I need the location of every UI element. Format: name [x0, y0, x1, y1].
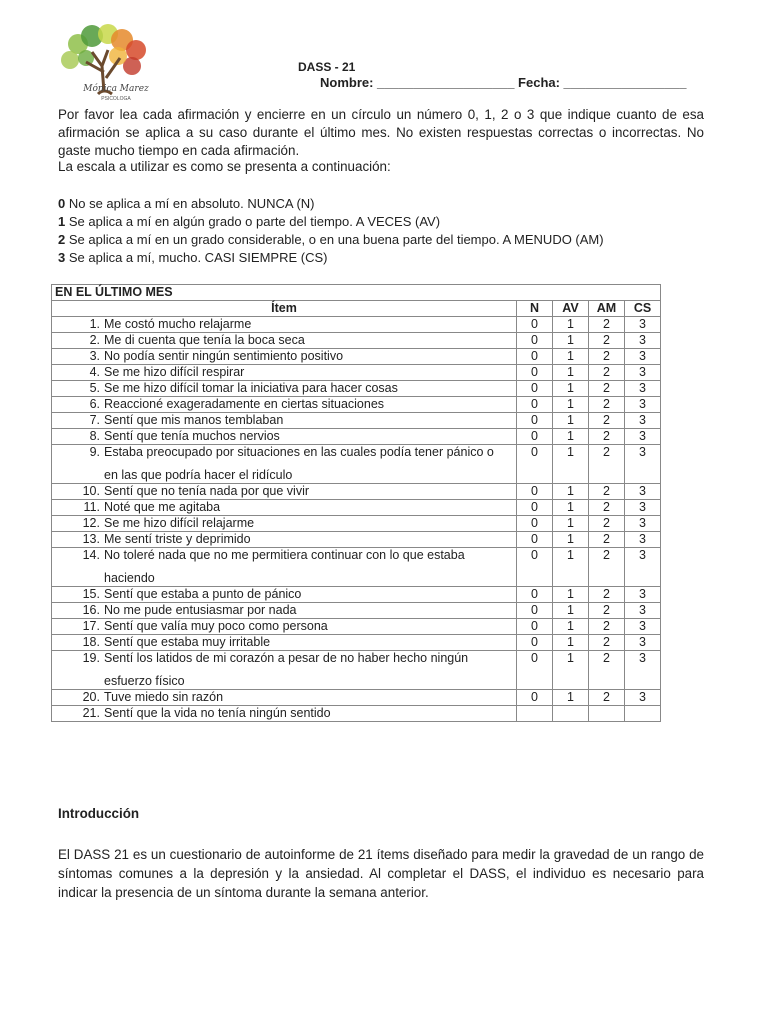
answer-am[interactable]: 2 — [589, 516, 625, 532]
item-number: 16. — [82, 603, 100, 617]
item-text-continued: en las que podría hacer el ridículo — [104, 468, 293, 482]
item-cell — [52, 484, 517, 500]
table-row — [52, 317, 661, 333]
answer-cs[interactable]: 3 — [625, 603, 661, 619]
introduction-body: El DASS 21 es un cuestionario de autoinforme de 21 ítems diseñado para medir la gravedad de un rango de síntomas comunes a la depresión y la ansiedad. Al completar el DASS, el individuo es necesario para indicar la presencia de un síntoma durante la semana anterior. — [58, 847, 704, 900]
answer-av[interactable]: 1 — [553, 484, 589, 500]
item-number: 19. — [82, 651, 100, 665]
answer-av[interactable]: 1 — [553, 651, 589, 690]
answer-cs[interactable]: 3 — [625, 619, 661, 635]
document-title: DASS - 21 — [298, 60, 356, 74]
item-cell — [52, 500, 517, 516]
answer-av[interactable]: 1 — [553, 333, 589, 349]
answer-av[interactable]: 1 — [553, 413, 589, 429]
answer-n[interactable]: 0 — [517, 317, 553, 333]
answer-am[interactable] — [589, 706, 625, 722]
item-cell — [52, 381, 517, 397]
item-number: 8. — [89, 429, 100, 443]
answer-n[interactable]: 0 — [517, 397, 553, 413]
answer-am[interactable]: 2 — [589, 651, 625, 690]
table-row — [52, 349, 661, 365]
item-text: No toleré nada que no me permitiera continuar con lo que estaba — [104, 548, 465, 562]
item-text-continued: haciendo — [104, 571, 155, 585]
table-row — [52, 532, 661, 548]
answer-n[interactable]: 0 — [517, 381, 553, 397]
scale-value: 0 — [58, 196, 66, 211]
scale-item — [58, 231, 604, 249]
item-text: No me pude entusiasmar por nada — [104, 603, 297, 617]
answer-am[interactable]: 2 — [589, 445, 625, 484]
table-row — [52, 413, 661, 429]
answer-av[interactable]: 1 — [553, 317, 589, 333]
answer-cs[interactable]: 3 — [625, 317, 661, 333]
scale-text: Se aplica a mí, mucho. CASI SIEMPRE (CS) — [65, 250, 328, 265]
item-text: Tuve miedo sin razón — [104, 690, 224, 704]
answer-am[interactable]: 2 — [589, 603, 625, 619]
answer-cs[interactable]: 3 — [625, 587, 661, 603]
instructions-paragraph: Por favor lea cada afirmación y encierre en un círculo un número 0, 1, 2 o 3 que indique cuanto de esa afirmación se aplica a su caso durante el último mes. No existen respuestas correctas o incorrectas. No gaste mucho tiempo en cada afirmación. — [58, 107, 704, 158]
answer-n[interactable]: 0 — [517, 349, 553, 365]
answer-cs[interactable]: 3 — [625, 516, 661, 532]
item-number: 14. — [82, 548, 100, 562]
answer-av[interactable]: 1 — [553, 445, 589, 484]
answer-av[interactable]: 1 — [553, 381, 589, 397]
answer-cs[interactable]: 3 — [625, 429, 661, 445]
answer-am[interactable]: 2 — [589, 365, 625, 381]
answer-am[interactable]: 2 — [589, 397, 625, 413]
answer-cs[interactable]: 3 — [625, 548, 661, 587]
answer-cs[interactable]: 3 — [625, 484, 661, 500]
logo-text: Mónica Marez — [83, 84, 149, 94]
answer-av[interactable]: 1 — [553, 429, 589, 445]
item-text: Sentí que mis manos temblaban — [104, 413, 284, 427]
logo-subtext: PSICOLOGA — [101, 96, 131, 102]
item-cell — [52, 587, 517, 603]
answer-n[interactable]: 0 — [517, 532, 553, 548]
table-row — [52, 381, 661, 397]
table-row — [52, 548, 661, 587]
table-row — [52, 333, 661, 349]
item-text: Noté que me agitaba — [104, 500, 221, 514]
item-text-continued: esfuerzo físico — [104, 674, 185, 688]
item-cell — [52, 365, 517, 381]
answer-am[interactable]: 2 — [589, 333, 625, 349]
item-cell — [52, 445, 517, 484]
item-cell — [52, 397, 517, 413]
header-am: AM — [589, 301, 625, 317]
header-cs: CS — [625, 301, 661, 317]
answer-am[interactable]: 2 — [589, 429, 625, 445]
item-cell — [52, 317, 517, 333]
item-cell — [52, 516, 517, 532]
name-date-fields: Nombre: ___________________ Fecha: _________________ — [320, 75, 687, 90]
item-number: 18. — [82, 635, 100, 649]
item-text: Sentí que valía muy poco como persona — [104, 619, 328, 633]
answer-am[interactable]: 2 — [589, 317, 625, 333]
item-number: 20. — [82, 690, 100, 704]
item-text: Sentí que estaba a punto de pánico — [104, 587, 302, 601]
answer-am[interactable]: 2 — [589, 500, 625, 516]
answer-av[interactable] — [553, 706, 589, 722]
scale-item — [58, 249, 604, 267]
answer-av[interactable]: 1 — [553, 587, 589, 603]
item-text: Me di cuenta que tenía la boca seca — [104, 333, 305, 347]
answer-n[interactable]: 0 — [517, 603, 553, 619]
item-cell — [52, 532, 517, 548]
answer-am[interactable]: 2 — [589, 690, 625, 706]
answer-n[interactable]: 0 — [517, 484, 553, 500]
item-cell — [52, 690, 517, 706]
answer-am[interactable]: 2 — [589, 587, 625, 603]
answer-n[interactable]: 0 — [517, 333, 553, 349]
table-row — [52, 365, 661, 381]
item-cell — [52, 413, 517, 429]
answer-cs[interactable]: 3 — [625, 635, 661, 651]
answer-cs[interactable]: 3 — [625, 397, 661, 413]
scale-list — [58, 195, 604, 267]
item-cell — [52, 706, 517, 722]
item-cell — [52, 548, 517, 587]
answer-am[interactable]: 2 — [589, 381, 625, 397]
item-text: Sentí que la vida no tenía ningún sentido — [104, 706, 331, 720]
scale-item — [58, 213, 604, 231]
table-row — [52, 635, 661, 651]
answer-cs[interactable]: 3 — [625, 365, 661, 381]
item-number: 12. — [82, 516, 100, 530]
table-row — [52, 429, 661, 445]
item-text: Sentí que estaba muy irritable — [104, 635, 271, 649]
answer-av[interactable]: 1 — [553, 690, 589, 706]
answer-am[interactable]: 2 — [589, 413, 625, 429]
answer-av[interactable]: 1 — [553, 397, 589, 413]
item-number: 9. — [89, 445, 100, 459]
table-row — [52, 397, 661, 413]
answer-am[interactable]: 2 — [589, 349, 625, 365]
item-cell — [52, 429, 517, 445]
introduction-title: Introducción — [58, 806, 140, 821]
item-number: 1. — [89, 317, 100, 331]
answer-am[interactable]: 2 — [589, 635, 625, 651]
answer-am[interactable]: 2 — [589, 532, 625, 548]
answer-n[interactable]: 0 — [517, 365, 553, 381]
header-item: Ítem — [52, 301, 517, 317]
table-row — [52, 603, 661, 619]
table-row — [52, 484, 661, 500]
item-text: Me sentí triste y deprimido — [104, 532, 251, 546]
answer-cs[interactable]: 3 — [625, 333, 661, 349]
item-cell — [52, 635, 517, 651]
item-number: 2. — [89, 333, 100, 347]
answer-n[interactable]: 0 — [517, 516, 553, 532]
item-number: 7. — [89, 413, 100, 427]
answer-n[interactable]: 0 — [517, 690, 553, 706]
item-number: 17. — [82, 619, 100, 633]
answer-n[interactable]: 0 — [517, 619, 553, 635]
item-text: Se me hizo difícil tomar la iniciativa para hacer cosas — [104, 381, 398, 395]
answer-cs[interactable]: 3 — [625, 500, 661, 516]
table-section-title: EN EL ÚLTIMO MES — [52, 285, 661, 301]
header-n: N — [517, 301, 553, 317]
answer-cs[interactable]: 3 — [625, 349, 661, 365]
answer-cs[interactable]: 3 — [625, 690, 661, 706]
answer-n[interactable]: 0 — [517, 445, 553, 484]
scale-value: 1 — [58, 214, 66, 229]
table-row — [52, 690, 661, 706]
answer-av[interactable]: 1 — [553, 365, 589, 381]
table-row — [52, 500, 661, 516]
item-number: 10. — [82, 484, 100, 498]
item-text: No podía sentir ningún sentimiento positivo — [104, 349, 344, 363]
table-row — [52, 651, 661, 690]
answer-n[interactable]: 0 — [517, 429, 553, 445]
answer-n[interactable] — [517, 706, 553, 722]
answer-n[interactable]: 0 — [517, 635, 553, 651]
answer-am[interactable]: 2 — [589, 484, 625, 500]
item-number: 21. — [82, 706, 100, 720]
item-text: Se me hizo difícil respirar — [104, 365, 245, 379]
item-number: 13. — [82, 532, 100, 546]
answer-av[interactable]: 1 — [553, 635, 589, 651]
scale-text: Se aplica a mí en algún grado o parte del tiempo. A VECES (AV) — [65, 214, 441, 229]
scale-text: Se aplica a mí en un grado considerable, o en una buena parte del tiempo. A MENUDO (AM) — [65, 232, 604, 247]
answer-cs[interactable]: 3 — [625, 651, 661, 690]
table-row — [52, 516, 661, 532]
item-cell — [52, 651, 517, 690]
table-row — [52, 706, 661, 722]
answer-n[interactable]: 0 — [517, 651, 553, 690]
item-text: Sentí que tenía muchos nervios — [104, 429, 280, 443]
answer-av[interactable]: 1 — [553, 500, 589, 516]
answer-av[interactable]: 1 — [553, 532, 589, 548]
scale-value: 2 — [58, 232, 66, 247]
item-number: 3. — [89, 349, 100, 363]
table-row — [52, 445, 661, 484]
item-text: Sentí los latidos de mi corazón a pesar de no haber hecho ningún — [104, 651, 469, 665]
item-number: 15. — [82, 587, 100, 601]
scale-item — [58, 195, 604, 213]
dass-table — [51, 284, 661, 722]
answer-av[interactable]: 1 — [553, 516, 589, 532]
item-number: 5. — [89, 381, 100, 395]
table-row — [52, 587, 661, 603]
answer-cs[interactable]: 3 — [625, 413, 661, 429]
answer-av[interactable]: 1 — [553, 619, 589, 635]
answer-av[interactable]: 1 — [553, 548, 589, 587]
header-av: AV — [553, 301, 589, 317]
answer-av[interactable]: 1 — [553, 603, 589, 619]
item-text: Se me hizo difícil relajarme — [104, 516, 255, 530]
table-row — [52, 619, 661, 635]
item-number: 6. — [89, 397, 100, 411]
item-text: Estaba preocupado por situaciones en las cuales podía tener pánico o — [104, 445, 494, 459]
item-number: 4. — [89, 365, 100, 379]
item-cell — [52, 603, 517, 619]
answer-n[interactable]: 0 — [517, 413, 553, 429]
scale-text: No se aplica a mí en absoluto. NUNCA (N) — [65, 196, 315, 211]
scale-value: 3 — [58, 250, 66, 265]
answer-am[interactable]: 2 — [589, 548, 625, 587]
answer-n[interactable]: 0 — [517, 500, 553, 516]
answer-cs[interactable]: 3 — [625, 532, 661, 548]
answer-cs[interactable]: 3 — [625, 381, 661, 397]
item-cell — [52, 349, 517, 365]
item-number: 11. — [83, 500, 100, 514]
answer-am[interactable]: 2 — [589, 619, 625, 635]
item-text: Reaccioné exageradamente en ciertas situaciones — [104, 397, 385, 411]
scale-lead: La escala a utilizar es como se presenta a continuación: — [58, 159, 391, 174]
answer-av[interactable]: 1 — [553, 349, 589, 365]
answer-n[interactable]: 0 — [517, 587, 553, 603]
item-text: Sentí que no tenía nada por que vivir — [104, 484, 310, 498]
answer-cs[interactable]: 3 — [625, 445, 661, 484]
answer-cs[interactable] — [625, 706, 661, 722]
item-cell — [52, 619, 517, 635]
item-cell — [52, 333, 517, 349]
answer-n[interactable]: 0 — [517, 548, 553, 587]
item-text: Me costó mucho relajarme — [104, 317, 252, 331]
